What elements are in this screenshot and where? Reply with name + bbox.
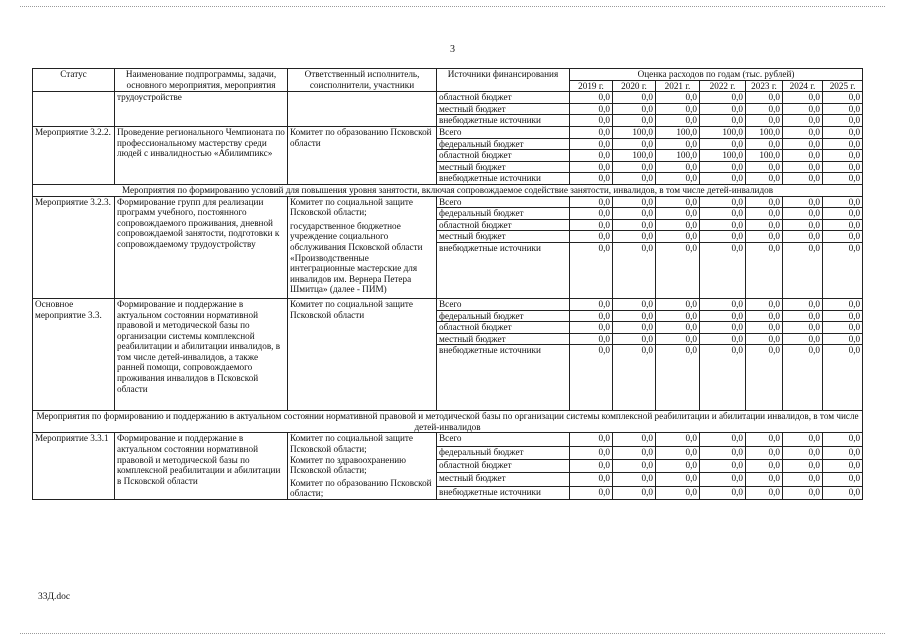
- header-year: 2025 г.: [823, 80, 863, 92]
- value-cell: 0,0: [746, 103, 783, 115]
- value-cell: 0,0: [700, 433, 746, 446]
- value-cell: 0,0: [700, 310, 746, 322]
- scan-artifact-bottom: [20, 633, 885, 634]
- value-cell: 0,0: [656, 115, 700, 127]
- source-cell: местный бюджет: [437, 333, 570, 345]
- value-cell: 0,0: [746, 138, 783, 150]
- source-cell: внебюджетные источники: [437, 115, 570, 127]
- value-cell: 100,0: [700, 150, 746, 162]
- value-cell: 0,0: [700, 333, 746, 345]
- value-cell: 0,0: [656, 322, 700, 334]
- value-cell: 0,0: [823, 446, 863, 459]
- value-cell: 0,0: [613, 92, 656, 104]
- value-cell: 0,0: [700, 208, 746, 220]
- value-cell: 0,0: [613, 345, 656, 411]
- value-cell: 0,0: [700, 486, 746, 499]
- value-cell: 0,0: [570, 298, 613, 310]
- section-title: Мероприятия по формированию условий для повышения уровня занятости, включая сопровождаемое содействие занятости, инвалидов, в том числе детей-инвалидов: [33, 184, 863, 196]
- value-cell: 0,0: [570, 161, 613, 173]
- section-row: [33, 411, 863, 433]
- value-cell: 0,0: [656, 446, 700, 459]
- value-cell: 0,0: [700, 161, 746, 173]
- section-row: [33, 184, 863, 196]
- value-cell: 0,0: [656, 173, 700, 185]
- value-cell: 0,0: [613, 115, 656, 127]
- executor-cell: [288, 196, 437, 298]
- source-cell: внебюджетные источники: [437, 486, 570, 499]
- name-cell: Формирование и поддержание в актуальном состоянии нормативной правовой и методической базы по комплексной реабилитации и абилитации в Псковской области: [115, 433, 288, 500]
- value-cell: 100,0: [613, 126, 656, 138]
- value-cell: 0,0: [823, 161, 863, 173]
- header-executor: Ответственный исполнитель, соисполнители, участники: [288, 69, 437, 92]
- status-cell: Мероприятие 3.2.2.: [33, 126, 115, 184]
- value-cell: 100,0: [656, 150, 700, 162]
- value-cell: 0,0: [570, 322, 613, 334]
- value-cell: 0,0: [746, 298, 783, 310]
- source-cell: федеральный бюджет: [437, 138, 570, 150]
- value-cell: 0,0: [613, 231, 656, 243]
- header-row: [33, 69, 863, 81]
- value-cell: 0,0: [823, 115, 863, 127]
- header-year: 2021 г.: [656, 80, 700, 92]
- table-row: [33, 126, 863, 138]
- value-cell: 0,0: [656, 433, 700, 446]
- page-number: 3: [450, 44, 455, 55]
- value-cell: 0,0: [823, 126, 863, 138]
- value-cell: 0,0: [783, 196, 823, 208]
- value-cell: 0,0: [823, 333, 863, 345]
- value-cell: 0,0: [700, 446, 746, 459]
- header-year: 2020 г.: [613, 80, 656, 92]
- source-cell: областной бюджет: [437, 219, 570, 231]
- header-estimate: Оценка расходов по годам (тыс. рублей): [570, 69, 863, 81]
- executor-line: Комитет по образованию Псковской области;: [290, 477, 432, 499]
- value-cell: 0,0: [613, 208, 656, 220]
- header-year: 2019 г.: [570, 80, 613, 92]
- value-cell: 0,0: [746, 173, 783, 185]
- executor-line: государственное бюджетное учреждение социального обслуживания Псковской области «Производственные интеграционные мастерские для инвалидов им. Вернера Петера Шмитца» (далее - ПИМ): [290, 220, 423, 295]
- header-year: 2023 г.: [746, 80, 783, 92]
- value-cell: 0,0: [823, 433, 863, 446]
- value-cell: 0,0: [613, 333, 656, 345]
- value-cell: 0,0: [823, 298, 863, 310]
- value-cell: 0,0: [656, 486, 700, 499]
- value-cell: 0,0: [613, 219, 656, 231]
- value-cell: 0,0: [823, 208, 863, 220]
- value-cell: 0,0: [783, 322, 823, 334]
- value-cell: 0,0: [570, 333, 613, 345]
- value-cell: 0,0: [823, 92, 863, 104]
- name-cell: трудоустройстве: [115, 92, 288, 127]
- value-cell: 0,0: [823, 322, 863, 334]
- source-cell: местный бюджет: [437, 103, 570, 115]
- value-cell: 0,0: [746, 208, 783, 220]
- value-cell: 0,0: [613, 322, 656, 334]
- value-cell: 0,0: [700, 103, 746, 115]
- value-cell: 0,0: [613, 196, 656, 208]
- value-cell: 0,0: [570, 138, 613, 150]
- value-cell: 0,0: [656, 242, 700, 298]
- value-cell: 0,0: [613, 173, 656, 185]
- value-cell: 0,0: [570, 150, 613, 162]
- value-cell: 0,0: [783, 345, 823, 411]
- value-cell: 0,0: [783, 460, 823, 473]
- value-cell: 0,0: [700, 345, 746, 411]
- value-cell: 0,0: [700, 219, 746, 231]
- value-cell: 0,0: [570, 231, 613, 243]
- value-cell: 0,0: [823, 173, 863, 185]
- value-cell: 100,0: [656, 126, 700, 138]
- value-cell: 0,0: [746, 231, 783, 243]
- value-cell: 0,0: [783, 242, 823, 298]
- value-cell: 0,0: [783, 208, 823, 220]
- value-cell: 0,0: [656, 231, 700, 243]
- value-cell: 0,0: [700, 231, 746, 243]
- value-cell: 0,0: [570, 473, 613, 486]
- value-cell: 0,0: [783, 473, 823, 486]
- status-cell: [33, 92, 115, 127]
- value-cell: 0,0: [570, 126, 613, 138]
- value-cell: 0,0: [823, 103, 863, 115]
- expense-table: [32, 68, 863, 500]
- source-cell: федеральный бюджет: [437, 446, 570, 459]
- value-cell: 0,0: [700, 196, 746, 208]
- value-cell: 0,0: [746, 115, 783, 127]
- value-cell: 0,0: [656, 310, 700, 322]
- value-cell: 0,0: [746, 333, 783, 345]
- value-cell: 0,0: [746, 242, 783, 298]
- value-cell: 0,0: [656, 298, 700, 310]
- value-cell: 0,0: [613, 486, 656, 499]
- source-cell: внебюджетные источники: [437, 173, 570, 185]
- value-cell: 0,0: [570, 345, 613, 411]
- value-cell: 0,0: [783, 333, 823, 345]
- value-cell: 0,0: [656, 460, 700, 473]
- value-cell: 0,0: [783, 433, 823, 446]
- value-cell: 0,0: [700, 298, 746, 310]
- footer-filename: 33Д.doc: [38, 592, 71, 602]
- value-cell: 0,0: [656, 161, 700, 173]
- value-cell: 0,0: [746, 460, 783, 473]
- value-cell: 100,0: [746, 150, 783, 162]
- value-cell: 0,0: [783, 298, 823, 310]
- value-cell: 0,0: [613, 473, 656, 486]
- value-cell: 0,0: [570, 242, 613, 298]
- value-cell: 0,0: [823, 460, 863, 473]
- section-title: Мероприятия по формированию и поддержанию в актуальном состоянии нормативной правовой и методической базы по организации системы комплексной реабилитации и абилитации инвалидов, в том числе детей-инвалидов: [33, 411, 863, 433]
- value-cell: 0,0: [700, 460, 746, 473]
- value-cell: 0,0: [746, 219, 783, 231]
- value-cell: 0,0: [783, 310, 823, 322]
- source-cell: федеральный бюджет: [437, 310, 570, 322]
- value-cell: 0,0: [570, 446, 613, 459]
- executor-cell: [288, 433, 437, 500]
- header-year: 2024 г.: [783, 80, 823, 92]
- source-cell: областной бюджет: [437, 150, 570, 162]
- source-cell: Всего: [437, 433, 570, 446]
- value-cell: 0,0: [746, 161, 783, 173]
- value-cell: 0,0: [613, 446, 656, 459]
- value-cell: 0,0: [783, 138, 823, 150]
- source-cell: областной бюджет: [437, 322, 570, 334]
- value-cell: 0,0: [570, 208, 613, 220]
- value-cell: 0,0: [783, 161, 823, 173]
- header-year: 2022 г.: [700, 80, 746, 92]
- value-cell: 0,0: [823, 219, 863, 231]
- value-cell: 0,0: [746, 473, 783, 486]
- value-cell: 100,0: [700, 126, 746, 138]
- value-cell: 0,0: [613, 242, 656, 298]
- value-cell: 0,0: [656, 345, 700, 411]
- value-cell: 0,0: [570, 196, 613, 208]
- value-cell: 0,0: [823, 196, 863, 208]
- header-name: Наименование подпрограммы, задачи, основного мероприятия, мероприятия: [115, 69, 288, 92]
- source-cell: федеральный бюджет: [437, 208, 570, 220]
- value-cell: 0,0: [746, 310, 783, 322]
- source-cell: внебюджетные источники: [437, 242, 570, 298]
- status-cell: Основное мероприятие 3.3.: [33, 298, 115, 410]
- value-cell: 0,0: [570, 173, 613, 185]
- value-cell: 0,0: [746, 322, 783, 334]
- value-cell: 0,0: [783, 219, 823, 231]
- source-cell: местный бюджет: [437, 161, 570, 173]
- value-cell: 0,0: [613, 460, 656, 473]
- value-cell: 0,0: [783, 486, 823, 499]
- value-cell: 0,0: [746, 433, 783, 446]
- value-cell: 0,0: [783, 446, 823, 459]
- value-cell: 0,0: [783, 115, 823, 127]
- value-cell: 0,0: [700, 92, 746, 104]
- value-cell: 0,0: [613, 298, 656, 310]
- value-cell: 0,0: [700, 242, 746, 298]
- scan-artifact-top: [20, 6, 885, 7]
- value-cell: 0,0: [823, 473, 863, 486]
- value-cell: 0,0: [656, 92, 700, 104]
- status-cell: Мероприятие 3.2.3.: [33, 196, 115, 298]
- value-cell: 0,0: [746, 486, 783, 499]
- value-cell: 0,0: [823, 138, 863, 150]
- value-cell: 0,0: [656, 208, 700, 220]
- value-cell: 0,0: [746, 92, 783, 104]
- value-cell: 0,0: [656, 333, 700, 345]
- source-cell: областной бюджет: [437, 460, 570, 473]
- value-cell: 0,0: [823, 310, 863, 322]
- value-cell: 0,0: [613, 138, 656, 150]
- value-cell: 0,0: [613, 103, 656, 115]
- value-cell: 100,0: [613, 150, 656, 162]
- value-cell: 0,0: [656, 473, 700, 486]
- value-cell: 0,0: [656, 103, 700, 115]
- name-cell: Проведение регионального Чемпионата по профессиональному мастерству среди людей с инвалидностью «Абилимпикс»: [115, 126, 288, 184]
- value-cell: 0,0: [570, 486, 613, 499]
- value-cell: 0,0: [613, 433, 656, 446]
- value-cell: 100,0: [746, 126, 783, 138]
- value-cell: 0,0: [746, 345, 783, 411]
- header-sources: Источники финансирования: [437, 69, 570, 92]
- value-cell: 0,0: [613, 161, 656, 173]
- value-cell: 0,0: [570, 115, 613, 127]
- value-cell: 0,0: [823, 486, 863, 499]
- source-cell: Всего: [437, 298, 570, 310]
- value-cell: 0,0: [823, 231, 863, 243]
- source-cell: местный бюджет: [437, 473, 570, 486]
- value-cell: 0,0: [656, 138, 700, 150]
- table-row: [33, 298, 863, 310]
- source-cell: областной бюджет: [437, 92, 570, 104]
- value-cell: 0,0: [656, 196, 700, 208]
- value-cell: 0,0: [746, 446, 783, 459]
- value-cell: 0,0: [783, 231, 823, 243]
- value-cell: 0,0: [700, 115, 746, 127]
- value-cell: 0,0: [700, 322, 746, 334]
- executor-line: Комитет по здравоохранению Псковской области;: [290, 454, 407, 476]
- table-row: [33, 196, 863, 208]
- executor-cell: Комитет по образованию Псковской области: [288, 126, 437, 184]
- source-cell: Всего: [437, 126, 570, 138]
- value-cell: 0,0: [570, 219, 613, 231]
- value-cell: 0,0: [570, 103, 613, 115]
- executor-cell: Комитет по социальной защите Псковской области: [288, 298, 437, 410]
- value-cell: 0,0: [570, 310, 613, 322]
- executor-line: Комитет по социальной защите Псковской области;: [290, 433, 413, 455]
- value-cell: 0,0: [823, 345, 863, 411]
- executor-cell: [288, 92, 437, 127]
- value-cell: 0,0: [656, 219, 700, 231]
- name-cell: Формирование и поддержание в актуальном состоянии нормативной правовой и методической базы по организации системы комплексной реабилитации и абилитации инвалидов, в том числе детей-инвалидов, а также ранней помощи, сопровождаемого проживания инвалидов в Псковской области: [115, 298, 288, 410]
- value-cell: 0,0: [700, 173, 746, 185]
- value-cell: 0,0: [700, 473, 746, 486]
- value-cell: 0,0: [783, 92, 823, 104]
- name-cell: Формирование групп для реализации программ учебного, постоянного сопровождаемого проживания, дневной сопровождаемой занятости, подготовки к сопровождаемому трудоустройству: [115, 196, 288, 298]
- value-cell: 0,0: [700, 138, 746, 150]
- value-cell: 0,0: [746, 196, 783, 208]
- table-row: [33, 92, 863, 104]
- header-status: Статус: [33, 69, 115, 92]
- source-cell: местный бюджет: [437, 231, 570, 243]
- value-cell: 0,0: [613, 310, 656, 322]
- source-cell: внебюджетные источники: [437, 345, 570, 411]
- status-cell: Мероприятие 3.3.1: [33, 433, 115, 500]
- table-row: [33, 433, 863, 446]
- value-cell: 0,0: [783, 103, 823, 115]
- value-cell: 0,0: [570, 433, 613, 446]
- source-cell: Всего: [437, 196, 570, 208]
- value-cell: 0,0: [783, 173, 823, 185]
- value-cell: 0,0: [783, 150, 823, 162]
- value-cell: 0,0: [570, 460, 613, 473]
- value-cell: 0,0: [783, 126, 823, 138]
- executor-line: Комитет по социальной защите Псковской области;: [290, 196, 413, 218]
- value-cell: 0,0: [823, 150, 863, 162]
- value-cell: 0,0: [823, 242, 863, 298]
- value-cell: 0,0: [570, 92, 613, 104]
